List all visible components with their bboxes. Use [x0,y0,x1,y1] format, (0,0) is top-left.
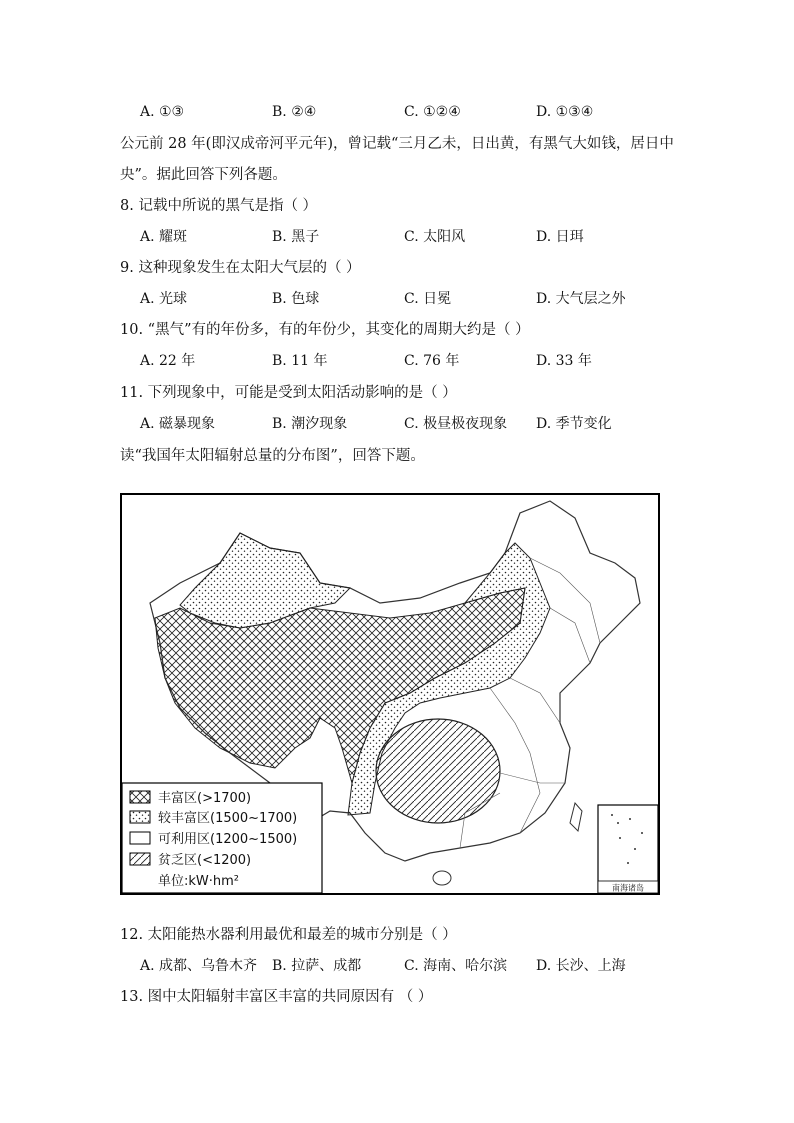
legend-unit: 单位:kW·hm² [158,874,240,889]
option-b: B. 色球 [272,291,320,307]
question-8-stem: 8. 记载中所说的黑气是指（ ） [120,198,318,214]
solar-radiation-map [120,493,660,895]
option-a: A. 磁暴现象 [140,416,216,432]
legend-fairly-rich: 较丰富区(1500~1700) [158,811,298,826]
question-9-stem: 9. 这种现象发生在太阳大气层的（ ） [120,260,361,276]
legend-swatch-rich [130,791,150,803]
legend-swatch-poor [130,853,150,865]
option-b: B. 拉萨、成都 [272,958,362,974]
option-c: C. 海南、哈尔滨 [404,958,508,974]
legend-poor: 贫乏区(<1200) [158,853,252,868]
inset-box [598,805,658,893]
option-a: A. 耀斑 [140,229,188,245]
poor-zone [376,719,500,823]
option-a: A. 22 年 [140,353,196,369]
option-a: A. 成都、乌鲁木齐 [140,958,258,974]
option-d: D. 33 年 [536,353,592,369]
option-d: D. 季节变化 [536,416,612,432]
legend-usable: 可利用区(1200~1500) [158,832,298,847]
inset-label: 南海诸岛 [612,883,644,893]
legend-rich: 丰富区(>1700) [158,791,252,806]
option-d: D. 大气层之外 [536,291,626,307]
option-b: B. 11 年 [272,353,328,369]
option-d: D. 长沙、上海 [536,958,626,974]
map-intro: 读“我国年太阳辐射总量的分布图”，回答下题。 [120,448,425,464]
option-d: D. 日珥 [536,229,584,245]
question-13-stem: 13. 图中太阳辐射丰富区丰富的共同原因有 （ ） [120,989,433,1005]
hainan-island [433,871,451,885]
option-a: A. ①③ [140,104,185,120]
option-a: A. 光球 [140,291,188,307]
legend-swatch-usable [130,832,150,844]
option-b: B. ②④ [272,104,317,120]
option-c: C. 日冕 [404,291,452,307]
option-b: B. 黑子 [272,229,320,245]
passage-line-2: 央”。据此回答下列各题。 [120,167,287,183]
option-c: C. 太阳风 [404,229,466,245]
question-12-stem: 12. 太阳能热水器利用最优和最差的城市分别是（ ） [120,927,457,943]
option-c: C. 极昼极夜现象 [404,416,508,432]
question-10-stem: 10. “黑气”有的年份多，有的年份少，其变化的周期大约是（ ） [120,322,530,338]
option-c: C. 76 年 [404,353,460,369]
option-d: D. ①③④ [536,104,594,120]
option-c: C. ①②④ [404,104,461,120]
legend-swatch-fairly-rich [130,811,150,823]
option-b: B. 潮汐现象 [272,416,348,432]
passage-line-1: 公元前 28 年(即汉成帝河平元年)，曾记载“三月乙未，日出黄，有黑气大如钱，居日中 [120,136,674,152]
question-11-stem: 11. 下列现象中，可能是受到太阳活动影响的是（ ） [120,385,457,401]
